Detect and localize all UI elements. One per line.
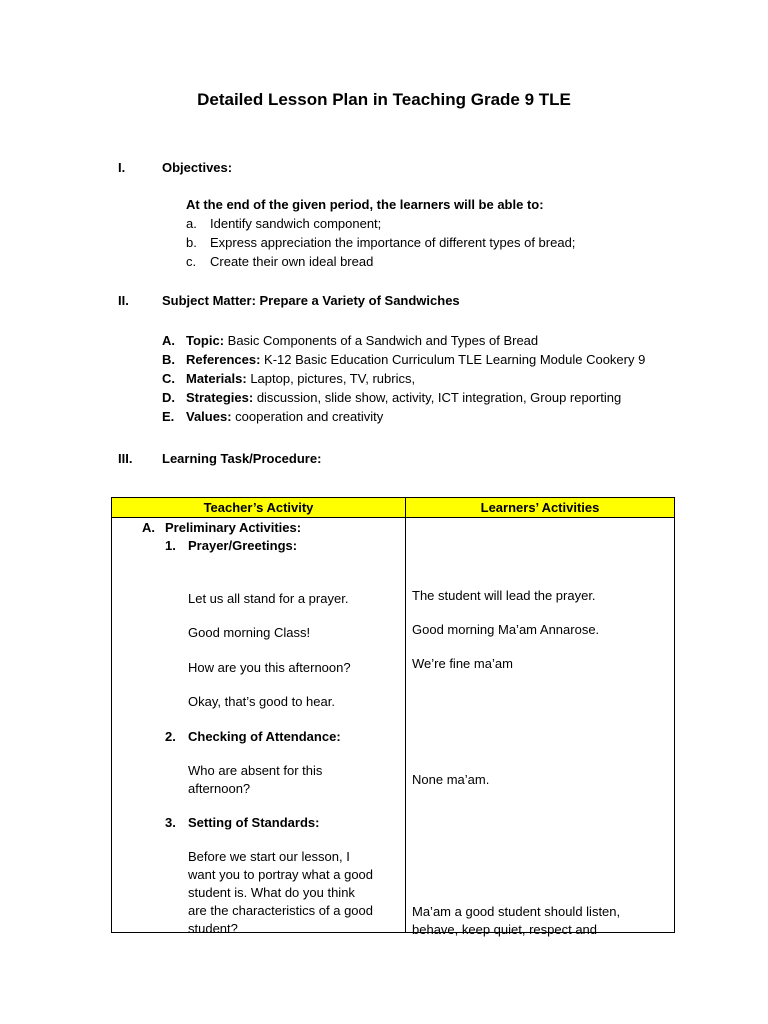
learner-line: Good morning Ma’am Annarose.: [412, 622, 600, 637]
list-marker: E.: [162, 409, 175, 424]
list-marker: D.: [162, 390, 175, 405]
list-label: Materials:: [186, 371, 247, 386]
section-heading-learning-task: Learning Task/Procedure:: [162, 451, 322, 466]
teacher-line: want you to portray what a good: [188, 867, 374, 882]
list-value: K-12 Basic Education Curriculum TLE Learning Module Cookery 9: [260, 352, 646, 367]
step-title: Prayer/Greetings:: [188, 538, 298, 553]
teacher-line: How are you this afternoon?: [188, 660, 351, 675]
list-text: Express appreciation the importance of different types of bread;: [210, 235, 576, 250]
section-heading-subject-matter: Subject Matter: Prepare a Variety of Sandwiches: [162, 293, 460, 308]
list-label: References:: [186, 352, 261, 367]
list-text: Identify sandwich component;: [210, 216, 382, 231]
teacher-line: Who are absent for this: [188, 763, 323, 778]
section-title: Preliminary Activities:: [165, 520, 302, 535]
table-header-row: [112, 498, 675, 518]
list-value: cooperation and creativity: [231, 409, 384, 424]
list-label: Values:: [186, 409, 232, 424]
teacher-line: student?: [188, 921, 238, 936]
learner-line: None ma’am.: [412, 772, 490, 787]
section-heading-objectives: Objectives:: [162, 160, 233, 175]
list-marker: C.: [162, 371, 175, 386]
teacher-line: Okay, that’s good to hear.: [188, 694, 335, 709]
step-marker: 2.: [165, 729, 176, 744]
list-marker: A.: [162, 333, 175, 348]
list-value: discussion, slide show, activity, ICT integration, Group reporting: [253, 390, 622, 405]
teacher-line: Let us all stand for a prayer.: [188, 591, 349, 606]
list-value: Basic Components of a Sandwich and Types of Bread: [224, 333, 539, 348]
section-numeral-learning-task: III.: [118, 451, 133, 466]
table-row: [112, 518, 675, 933]
list-label: Strategies:: [186, 390, 254, 405]
activity-table: [111, 497, 675, 937]
step-title: Checking of Attendance:: [188, 729, 341, 744]
column-header-teacher: Teacher’s Activity: [112, 498, 406, 518]
section-numeral-subject-matter: II.: [118, 293, 129, 308]
list-marker: a.: [186, 216, 197, 231]
teacher-activity-cell: [112, 518, 406, 936]
step-marker: 1.: [165, 538, 176, 553]
teacher-line: Good morning Class!: [188, 625, 311, 640]
column-header-learners: Learners’ Activities: [406, 498, 675, 518]
teacher-line: afternoon?: [188, 781, 251, 796]
list-text: Create their own ideal bread: [210, 254, 374, 269]
learners-activity-cell: [406, 518, 675, 937]
document-title: Detailed Lesson Plan in Teaching Grade 9 TLE: [197, 90, 571, 109]
section-marker: A.: [142, 520, 155, 535]
teacher-line: student is. What do you think: [188, 885, 355, 900]
teacher-line: Before we start our lesson, I: [188, 849, 350, 864]
list-marker: c.: [186, 254, 197, 269]
learner-line: The student will lead the prayer.: [412, 588, 596, 603]
step-marker: 3.: [165, 815, 176, 830]
objectives-intro: At the end of the given period, the learners will be able to:: [186, 197, 544, 212]
learner-line: behave, keep quiet, respect and: [412, 922, 598, 937]
learner-line: We’re fine ma’am: [412, 656, 513, 671]
section-numeral-objectives: I.: [118, 160, 126, 175]
list-value: Laptop, pictures, TV, rubrics,: [246, 371, 416, 386]
learner-line: Ma’am a good student should listen,: [412, 904, 621, 919]
step-title: Setting of Standards:: [188, 815, 320, 830]
list-label: Topic:: [186, 333, 225, 348]
teacher-line: are the characteristics of a good: [188, 903, 373, 918]
list-marker: b.: [186, 235, 197, 250]
list-marker: B.: [162, 352, 175, 367]
